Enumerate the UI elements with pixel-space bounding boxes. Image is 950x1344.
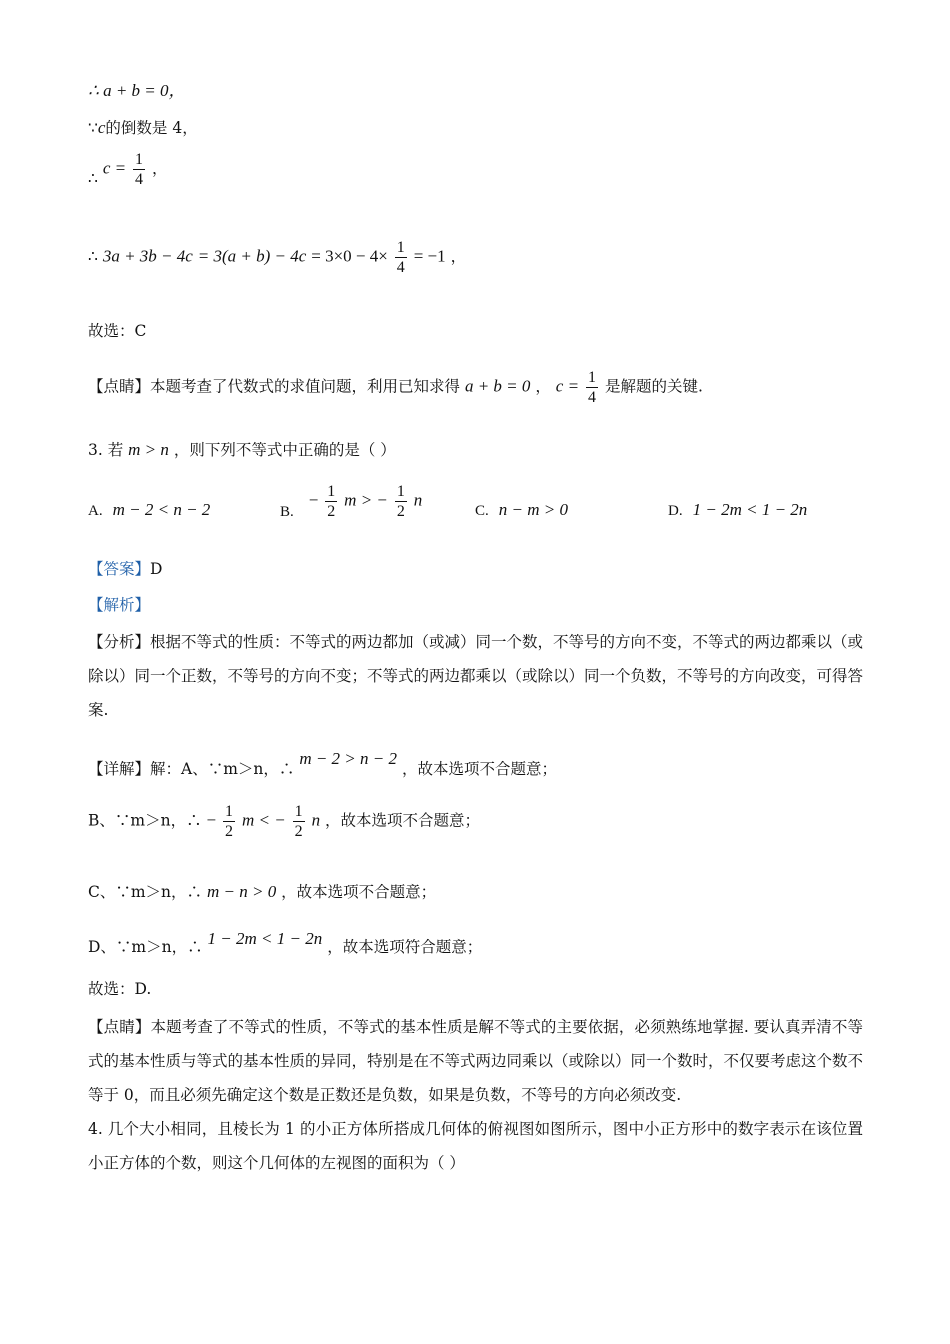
- comment-paragraph: 【点睛】本题考查了不等式的性质，不等式的基本性质是解不等式的主要依据，必须熟练地掌握. 要认真弄清不等式的基本性质与等式的基本性质的异同，特别是在不等式两边同乘以（或除以）同一个数时，不仅要考虑这个数不等于 0，而且必须先确定这个数是正数还是负数，如果是负数，不等号的方向必须改变.: [88, 1018, 864, 1104]
- option-a: A. m − 2 < n − 2: [88, 500, 211, 519]
- math-a-plus-b: ∴ a + b = 0，: [88, 81, 186, 100]
- fraction: $\frac{1}{2}$: [396, 483, 405, 520]
- step-c-value: ∴ c = $\frac{1}{4}$ ，: [88, 151, 168, 188]
- fraction: $\frac{1}{4}$: [396, 239, 405, 276]
- detail-a: 【详解】解：A、∵m＞n，∴ m − 2 > n − 2 ，故本选项不合题意；: [88, 749, 557, 778]
- fraction: $\frac{1}{2}$: [294, 803, 303, 840]
- answer-line: [88, 558, 162, 580]
- question-4-stem: 4. 几个大小相同，且棱长为 1 的小正方体所搭成几何体的俯视图如图所示，图中小正方形中的数字表示在该位置小正方体的个数，则这个几何体的左视图的面积为（ ）: [88, 1120, 863, 1172]
- option-b: B. − $\frac{1}{2}$ m > − $\frac{1}{2}$ n: [280, 483, 423, 520]
- analysis-paragraph: 【分析】根据不等式的性质：不等式的两边都加（或减）同一个数，不等号的方向不变，不等式的两边都乘以（或除以）同一个正数，不等号的方向不变；不等式的两边都乘以（或除以）同一个负数，不等号的方向改变，可得答案.: [88, 633, 864, 719]
- answer-value: D: [150, 560, 163, 578]
- fraction: $\frac{1}{4}$: [135, 151, 144, 188]
- comment-q2: 【点睛】本题考查了代数式的求值问题，利用已知求得 a + b = 0 ， c = $\frac{1}{4}$ 是解题的关键.: [88, 369, 703, 406]
- fraction: $\frac{1}{4}$: [588, 369, 597, 406]
- fraction: $\frac{1}{2}$: [327, 483, 336, 520]
- answer-tag: 【答案】: [88, 560, 151, 578]
- fraction: $\frac{1}{2}$: [225, 803, 234, 840]
- analysis-line: [88, 594, 150, 616]
- choose-d: 故选：D.: [88, 980, 152, 998]
- step-evaluate: ∴ 3a + 3b − 4c = 3(a + b) − 4c = 3×0 − 4× $\frac{1}{4}$ = −1 ，: [88, 239, 467, 276]
- question-3-stem: 3. 若 m > n ，则下列不等式中正确的是（ ）: [88, 440, 396, 459]
- option-d: D. 1 − 2m < 1 − 2n: [668, 500, 808, 519]
- choose-c: 故选：C: [88, 322, 147, 340]
- analysis-tag: 【解析】: [88, 596, 151, 614]
- detail-b: B、∵m＞n，∴ − $\frac{1}{2}$ m < − $\frac{1}{2}$ n ，故本选项不合题意；: [88, 803, 481, 840]
- option-c: C. n − m > 0: [475, 500, 568, 519]
- detail-d: D、∵m＞n，∴ 1 − 2m < 1 − 2n ，故本选项符合题意；: [88, 929, 483, 956]
- detail-c: C、∵m＞n，∴ m − n > 0 ，故本选项不合题意；: [88, 882, 437, 901]
- step-a-plus-b: [88, 80, 186, 102]
- step-c-reciprocal: ∵c的倒数是 4，: [88, 118, 198, 137]
